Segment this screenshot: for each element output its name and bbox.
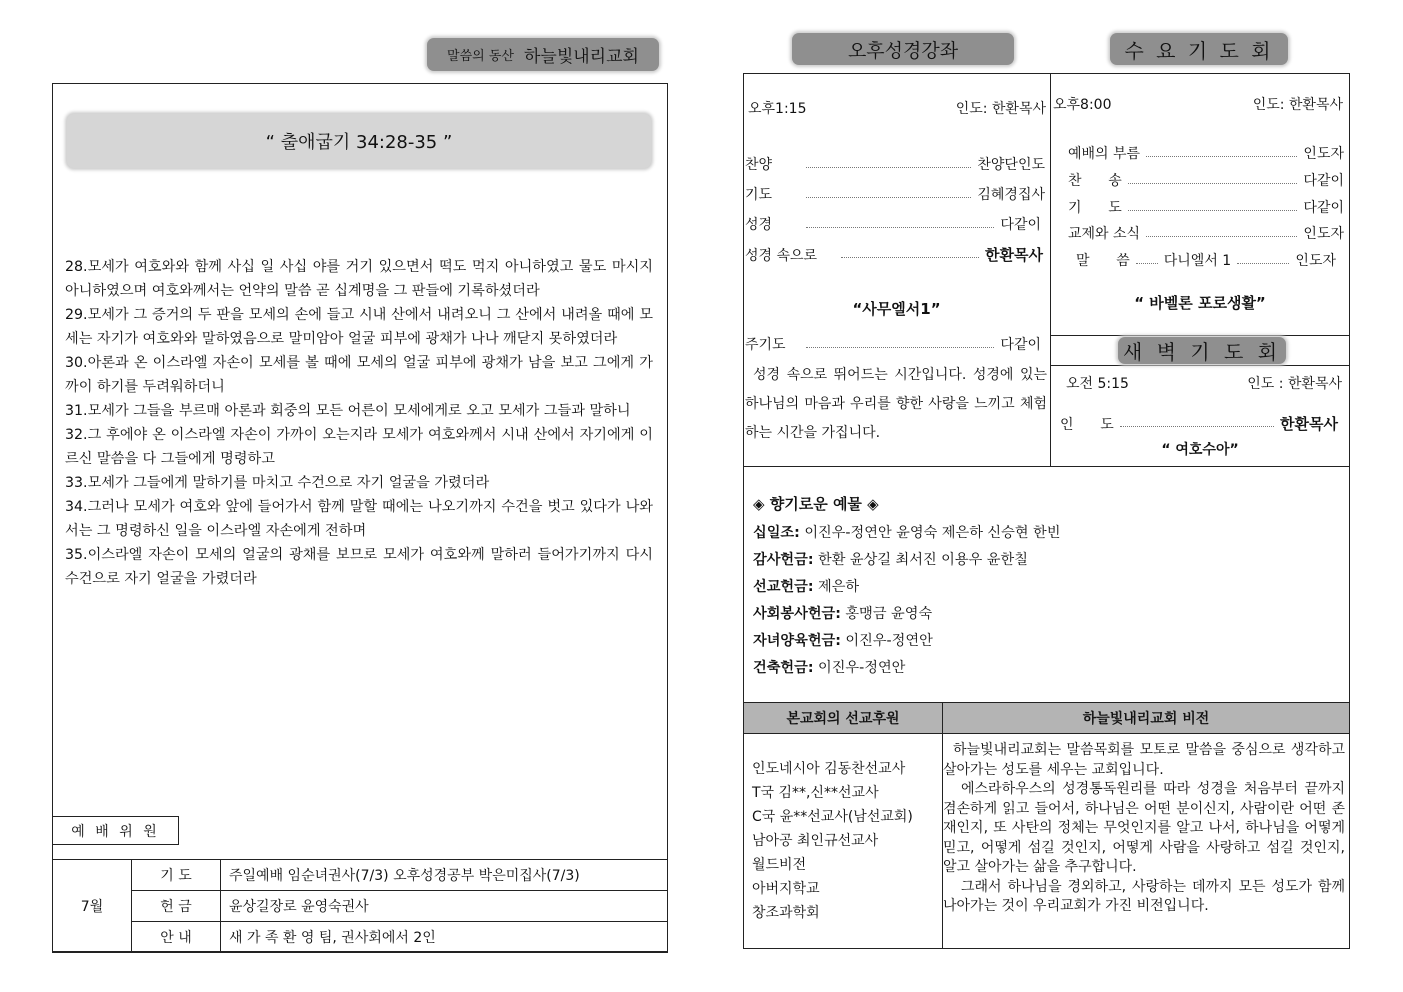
wednesday-subject: “ 바벨론 포로생활” bbox=[1134, 294, 1266, 312]
program-item: 기도 김혜경집사 bbox=[745, 187, 1045, 203]
program-item: 주기도 다같이 bbox=[745, 337, 1041, 353]
sermon-item: 말 씀 다니엘서 1 인도자 bbox=[1076, 253, 1336, 269]
vision-paragraph: 에스라하우스의 성경통독원리를 따라 성경을 처음부터 끝까지 겸손하게 읽고 들어서, 하나님은 어떤 분이신지, 사람이란 어떤 존재인지, 또 사탄의 정체는 무엇인지를 알고 나서, 하나님을 어떻게 믿고, 어떻게 섬길 것인지, 어떻게 사람을 사랑하고 섬길 것인지, 알고 살아가는 삶을 추구합니다. bbox=[943, 781, 1345, 875]
worship-committee-table bbox=[52, 859, 668, 953]
leader-dots bbox=[806, 197, 971, 198]
list-item: 월드비전 bbox=[752, 857, 807, 873]
verse: 31.모세가 그들을 부르매 아론과 회중의 모든 어른이 모세에게로 오고 모세가 그들과 말하니 bbox=[65, 403, 631, 419]
leader-dots bbox=[1237, 263, 1289, 264]
leader-dots bbox=[1128, 210, 1298, 211]
offering-line: 십일조: 이진우-정연안 윤영숙 제은하 신승현 한빈 bbox=[753, 525, 1061, 541]
offering-line: 건축헌금: 이진우-정연안 bbox=[753, 660, 906, 676]
list-item: 인도네시아 김동찬선교사 bbox=[752, 761, 906, 777]
column-divider bbox=[1050, 73, 1051, 466]
leader-dots bbox=[1120, 426, 1274, 427]
verse: 28.모세가 여호와와 함께 사십 일 사십 야를 거기 있으면서 떡도 먹지 아니하였고 물도 마시지 아니하였으며 여호와께서는 언약의 말씀 곧 십계명을 그 판들에 기록하셨더라 bbox=[65, 259, 653, 299]
church-motto: 말씀의 동산 bbox=[447, 49, 514, 64]
table-row bbox=[53, 891, 668, 922]
church-header-badge bbox=[427, 38, 659, 71]
list-item: 남아공 최인규선교사 bbox=[752, 833, 879, 849]
leader-dots bbox=[841, 257, 979, 258]
leader-dots bbox=[806, 227, 994, 228]
program-item: 찬 송 다같이 bbox=[1068, 173, 1344, 189]
program-item: 예배의 부름 인도자 bbox=[1068, 146, 1344, 162]
program-item: 인 도 한환목사 bbox=[1060, 415, 1338, 433]
list-item: 창조과학회 bbox=[752, 905, 820, 921]
vision-header: 하늘빛내리교회 비전 bbox=[943, 703, 1349, 733]
scripture-title-banner bbox=[67, 114, 651, 168]
table-header-border bbox=[743, 733, 1350, 734]
offering-line: 자녀양육헌금: 이진우-정연안 bbox=[753, 633, 933, 649]
leader-dots bbox=[806, 167, 971, 168]
value-cell: 윤상길장로 윤영숙권사 bbox=[221, 891, 668, 922]
wednesday-leader: 인도: 한환목사 bbox=[1252, 97, 1343, 113]
table-row bbox=[53, 922, 668, 953]
afternoon-study-title: 오후성경강좌 bbox=[792, 33, 1014, 65]
verse: 35.이스라엘 자손이 모세의 얼굴의 광채를 보므로 모세가 여호와께 말하러 들어가기까지 다시 수건으로 자기 얼굴을 가렸더라 bbox=[65, 547, 653, 587]
dawn-leader: 인도 : 한환목사 bbox=[1247, 376, 1342, 392]
offerings-title: ◈ 향기로운 예물 ◈ bbox=[753, 495, 879, 513]
verse: 30.아론과 온 이스라엘 자손이 모세를 볼 때에 모세의 얼굴 피부에 광채가 남을 보고 그에게 가까이 하기를 두려워하더니 bbox=[65, 355, 653, 395]
afternoon-description: 성경 속으로 뛰어드는 시간입니다. 성경에 있는 하나님의 마음과 우리를 향한 사랑을 느끼고 체험하는 시간을 가집니다. bbox=[745, 367, 1047, 441]
afternoon-leader: 인도: 한환목사 bbox=[955, 101, 1046, 117]
leader-dots bbox=[1136, 263, 1158, 264]
missions-header: 본교회의 선교후원 bbox=[744, 703, 942, 733]
verse: 33.모세가 그들에게 말하기를 마치고 수건으로 자기 얼굴을 가렸더라 bbox=[65, 475, 490, 491]
leader-dots bbox=[806, 347, 994, 348]
leader-dots bbox=[1146, 156, 1297, 157]
offering-line: 사회봉사헌금: 홍맹금 윤영숙 bbox=[753, 606, 933, 622]
list-item: T국 김**,신**선교사 bbox=[752, 785, 879, 801]
month-cell: 7월 bbox=[53, 860, 132, 953]
dawn-time: 오전 5:15 bbox=[1066, 376, 1129, 392]
vision-paragraph: 그래서 하나님을 경외하고, 사랑하는 데까지 모든 성도가 함께 나아가는 것이 우리교회가 가진 비전입니다. bbox=[943, 878, 1345, 914]
wednesday-prayer-title: 수 요 기 도 회 bbox=[1110, 33, 1288, 65]
role-cell: 헌 금 bbox=[132, 891, 221, 922]
dawn-prayer-title: 새 벽 기 도 회 bbox=[1118, 337, 1286, 364]
leader-dots bbox=[1128, 183, 1298, 184]
dawn-subject: “ 여호수아” bbox=[1161, 442, 1239, 458]
list-item: 아버지학교 bbox=[752, 881, 820, 897]
leader-dots bbox=[1146, 236, 1297, 237]
list-item: C국 윤**선교사(남선교회) bbox=[752, 809, 913, 825]
dawn-time-row bbox=[1066, 373, 1342, 393]
program-item: 성경 다같이 bbox=[745, 217, 1041, 233]
verse: 34.그러나 모세가 여호와 앞에 들어가서 함께 말할 때에는 나오기까지 수건을 벗고 있다가 나와서는 그 명령하신 일을 이스라엘 자손에게 전하며 bbox=[65, 499, 653, 539]
table-row bbox=[53, 860, 668, 891]
program-item: 찬양 찬양단인도 bbox=[745, 157, 1045, 173]
missions-list bbox=[752, 757, 913, 925]
program-item: 성경 속으로 한환목사 bbox=[745, 246, 1043, 264]
scripture-title: “ 출애굽기 34:28-35 ” bbox=[265, 132, 453, 153]
vision-text bbox=[943, 741, 1345, 917]
vision-paragraph: 하늘빛내리교회는 말씀목회를 모토로 말씀을 중심으로 생각하고 살아가는 성도를 세우는 교회입니다. bbox=[943, 742, 1345, 778]
afternoon-subject: “사무엘서1” bbox=[852, 300, 941, 318]
wednesday-time: 오후8:00 bbox=[1053, 97, 1112, 113]
program-item: 교제와 소식 인도자 bbox=[1068, 226, 1344, 242]
verse: 32.그 후에야 온 이스라엘 자손이 가까이 오는지라 모세가 여호와께서 시내 산에서 자기에게 이르신 말씀을 다 그들에게 명령하고 bbox=[65, 427, 653, 467]
dawn-divider-bottom bbox=[1050, 365, 1350, 366]
offering-line: 선교헌금: 제은하 bbox=[753, 579, 860, 595]
table-top-border bbox=[743, 702, 1350, 703]
church-name: 하늘빛내리교회 bbox=[523, 47, 639, 67]
value-cell: 주일예배 임순녀권사(7/3) 오후성경공부 박은미집사(7/3) bbox=[221, 860, 668, 891]
role-cell: 기 도 bbox=[132, 860, 221, 891]
afternoon-time: 오후1:15 bbox=[748, 101, 807, 117]
wednesday-time-row bbox=[1053, 94, 1343, 114]
role-cell: 안 내 bbox=[132, 922, 221, 953]
offering-line: 감사헌금: 한환 윤상길 최서진 이용우 윤한칠 bbox=[753, 552, 1028, 568]
section-divider bbox=[743, 466, 1350, 467]
verse: 29.모세가 그 증거의 두 판을 모세의 손에 들고 시내 산에서 내려오니 그 산에서 내려올 때에 모세는 자기가 여호와와 말하였음으로 말미암아 얼굴 피부에 광채가 나나 깨닫지 못하였더라 bbox=[65, 307, 653, 347]
worship-committee-label: 예 배 위 원 bbox=[52, 816, 179, 845]
afternoon-time-row bbox=[748, 98, 1046, 118]
value-cell: 새 가 족 환 영 팀, 권사회에서 2인 bbox=[221, 922, 668, 953]
program-item: 기 도 다같이 bbox=[1068, 200, 1344, 216]
scripture-verses bbox=[65, 255, 653, 591]
